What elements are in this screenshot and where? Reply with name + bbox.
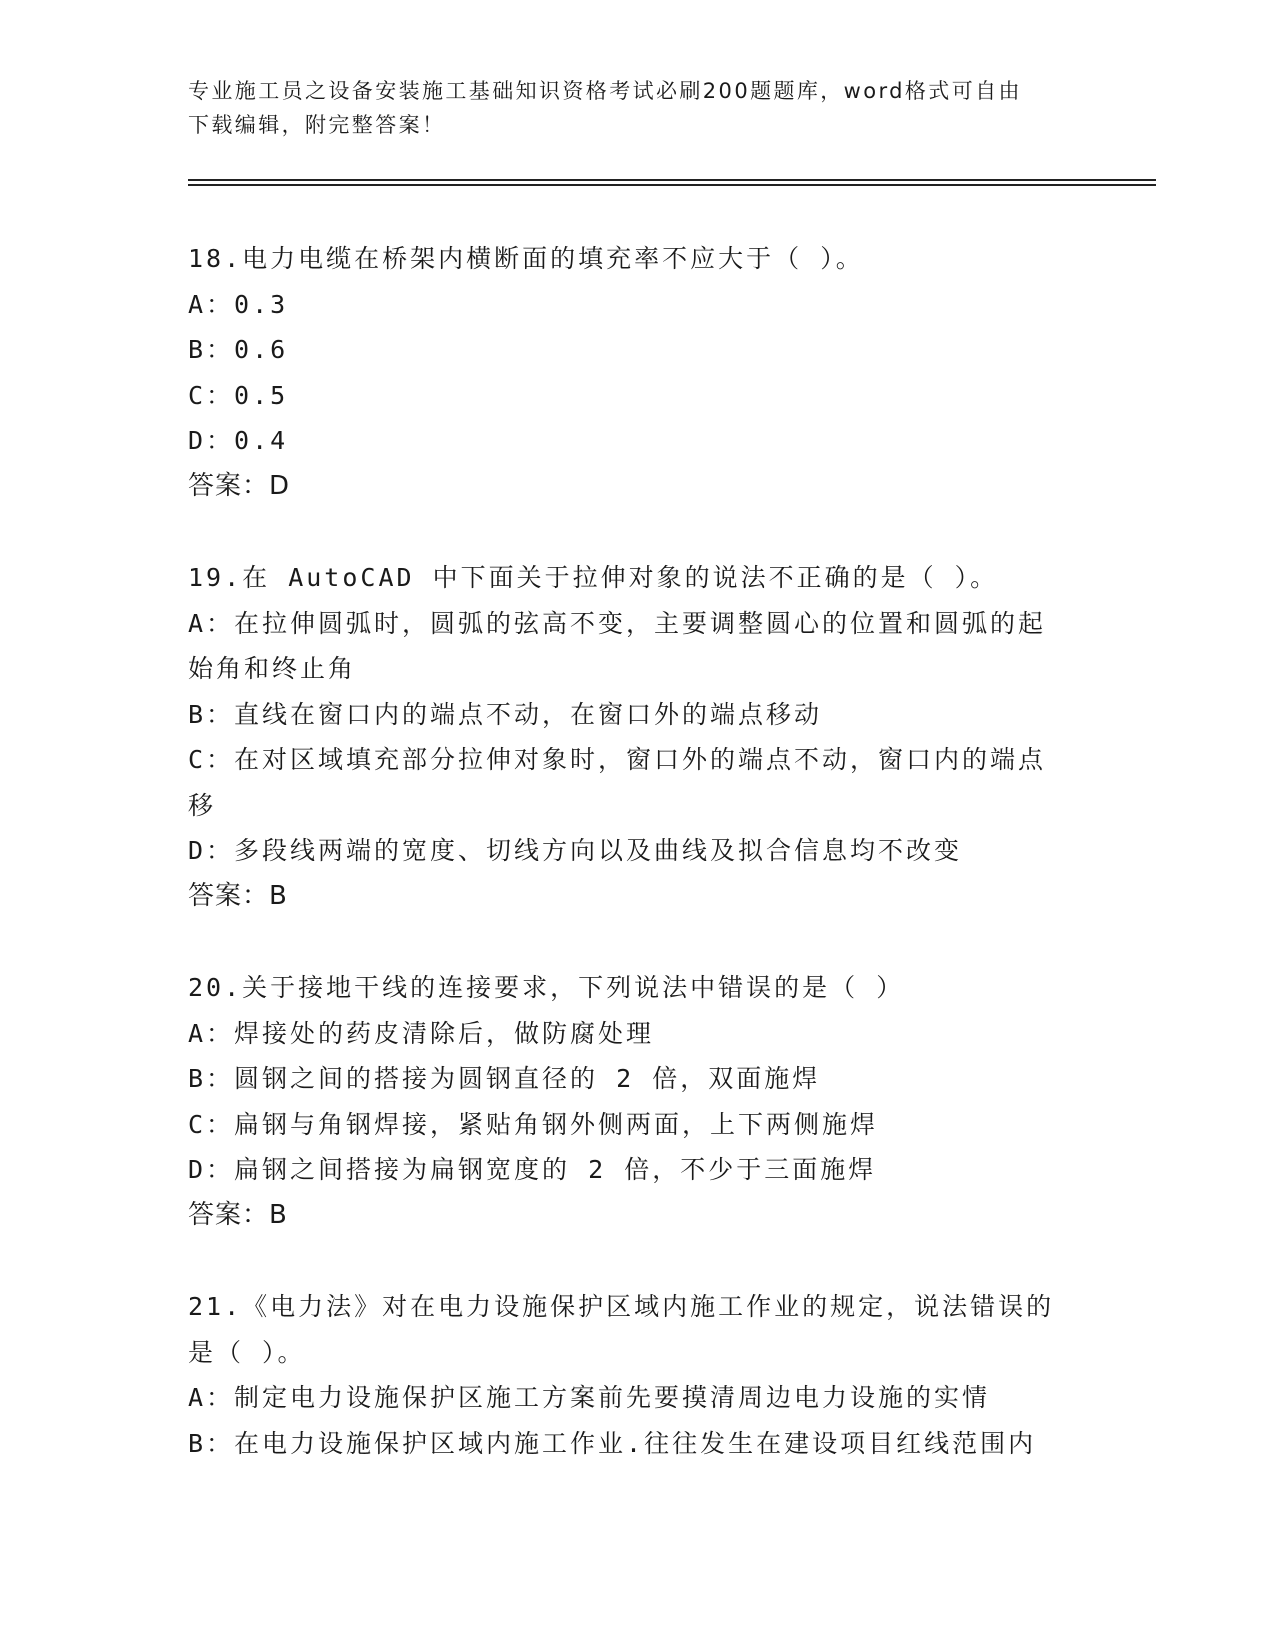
option-line: D：扁钢之间搭接为扁钢宽度的 2 倍，不少于三面施焊: [188, 1155, 877, 1184]
question-stem-line: 19.在 AutoCAD 中下面关于拉伸对象的说法不正确的是（ ）。: [188, 563, 999, 592]
header-line-1: 专业施工员之设备安装施工基础知识资格考试必刷200题题库，word格式可自由: [188, 79, 1022, 103]
question-stem-line: 18.电力电缆在桥架内横断面的填充率不应大于（ ）。: [188, 244, 864, 273]
question-list: [188, 236, 1088, 1466]
option-line: B：在电力设施保护区域内施工作业.往往发生在建设项目红线范围内: [188, 1428, 1037, 1458]
question-stem-line: 是（ ）。: [188, 1337, 306, 1367]
option-line: B：0.6: [188, 335, 289, 364]
option-line: C：在对区域填充部分拉伸对象时，窗口外的端点不动，窗口内的端点: [188, 745, 1047, 774]
option-line: B：圆钢之间的搭接为圆钢直径的 2 倍，双面施焊: [188, 1064, 821, 1093]
header-divider-bottom: [188, 184, 1156, 186]
question-spacer: [188, 509, 1088, 555]
question-stem-line: 21.《电力法》对在电力设施保护区域内施工作业的规定，说法错误的: [188, 1292, 1055, 1321]
question-spacer: [188, 919, 1088, 965]
option-line: C：0.5: [188, 380, 289, 410]
option-line: A：在拉伸圆弧时，圆弧的弦高不变，主要调整圆心的位置和圆弧的起: [188, 608, 1047, 638]
answer-line: 答案：B: [188, 880, 288, 911]
question-stem-line: 20.关于接地干线的连接要求，下列说法中错误的是（ ）: [188, 973, 905, 1002]
option-line: A：0.3: [188, 289, 289, 319]
document-header: [188, 74, 1088, 142]
header-line-2: 下载编辑，附完整答案！: [188, 113, 446, 137]
option-line: 始角和终止角: [188, 654, 357, 683]
option-line: D：0.4: [188, 426, 289, 455]
answer-line: 答案：D: [188, 470, 291, 501]
header-divider-top: [188, 179, 1156, 181]
option-line: C：扁钢与角钢焊接，紧贴角钢外侧两面，上下两侧施焊: [188, 1109, 879, 1139]
question-block: [188, 965, 1088, 1238]
option-line: B：直线在窗口内的端点不动，在窗口外的端点移动: [188, 699, 823, 729]
question-block: [188, 1284, 1088, 1466]
question-block: [188, 236, 1088, 509]
answer-line: 答案：B: [188, 1199, 288, 1230]
option-line: D：多段线两端的宽度、切线方向以及曲线及拟合信息均不改变: [188, 836, 963, 865]
option-line: A：焊接处的药皮清除后，做防腐处理: [188, 1018, 655, 1048]
option-line: A：制定电力设施保护区施工方案前先要摸清周边电力设施的实情: [188, 1383, 991, 1412]
question-spacer: [188, 1238, 1088, 1284]
question-block: [188, 555, 1088, 919]
option-line: 移: [188, 790, 217, 820]
